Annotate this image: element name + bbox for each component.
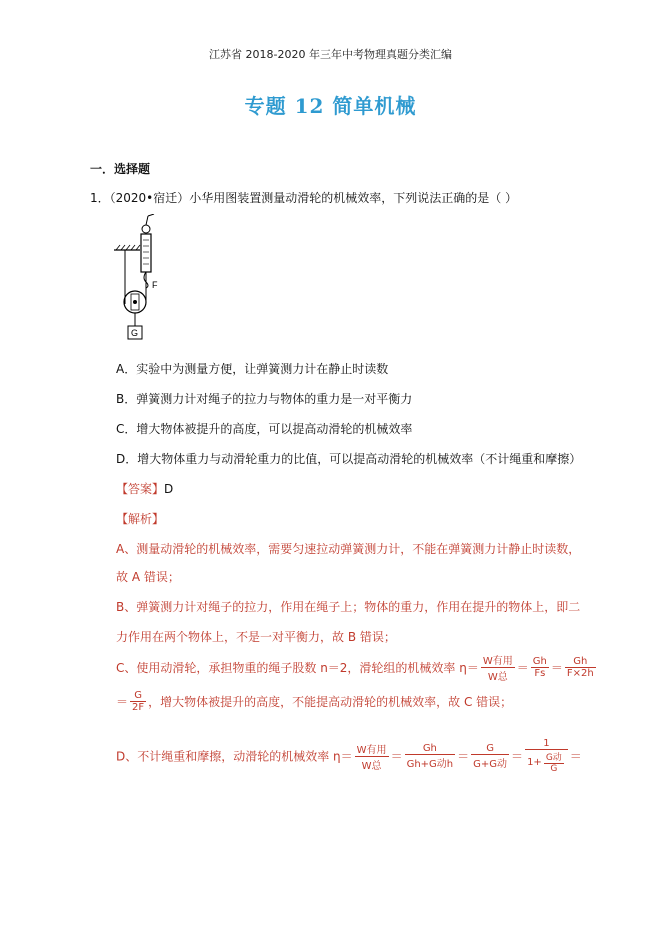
analysis-a-line1: A、测量动滑轮的机械效率，需要匀速拉动弹簧测力计，不能在弹簧测力计静止时读数， bbox=[116, 542, 581, 556]
answer-label: 【答案】 bbox=[116, 482, 165, 496]
frac-num: Gh bbox=[565, 656, 596, 668]
frac-den: Gh+G动h bbox=[406, 758, 454, 770]
fraction-g-ggd bbox=[471, 743, 509, 770]
frac-num: G动 bbox=[544, 750, 564, 764]
question-stem: 1．（2020•宿迁）小华用图装置测量动滑轮的机械效率，下列说法正确的是（ ） bbox=[90, 191, 518, 205]
frac-den: G bbox=[550, 764, 558, 774]
frac-den: 2F bbox=[132, 702, 145, 713]
frac-num: Gh bbox=[405, 743, 456, 755]
option-a: A．实验中为测量方便，让弹簧测力计在静止时读数 bbox=[116, 362, 389, 376]
frac-num: W有用 bbox=[481, 652, 515, 668]
analysis-d-text: D、不计绳重和摩擦，动滑轮的机械效率 η＝ bbox=[116, 749, 353, 764]
analysis-a-line2: 故 A 错误； bbox=[116, 570, 180, 584]
analysis-label: 【解析】 bbox=[116, 512, 165, 526]
page-header: 江苏省 2018-2020 年三年中考物理真题分类汇编 bbox=[209, 48, 452, 61]
fraction-gd-g bbox=[544, 750, 564, 774]
analysis-c-line1 bbox=[116, 652, 598, 683]
frac-num: G bbox=[471, 743, 509, 755]
frac-num: G bbox=[130, 690, 146, 702]
answer-value: D bbox=[164, 482, 174, 496]
section-heading: 一．选择题 bbox=[90, 162, 151, 176]
eq-sign: ＝ bbox=[511, 749, 524, 764]
fraction-gh-fs bbox=[531, 656, 549, 679]
eq-sign: ＝ bbox=[569, 749, 582, 764]
fraction-1-compound bbox=[525, 738, 568, 774]
den-prefix: 1+ bbox=[527, 757, 542, 768]
frac-num: Gh bbox=[532, 656, 547, 667]
eq-sign: ＝ bbox=[516, 661, 529, 675]
analysis-c-text2: ，增大物体被提升的高度，不能提高动滑轮的机械效率，故 C 错误； bbox=[148, 695, 513, 709]
frac-den: W总 bbox=[361, 760, 382, 772]
frac-den: Fs bbox=[534, 668, 546, 679]
eq-sign: ＝ bbox=[390, 749, 403, 764]
option-d: D．增大物体重力与动滑轮重力的比值，可以提高动滑轮的机械效率（不计绳重和摩擦） bbox=[116, 452, 582, 466]
figure-label-g: G bbox=[131, 328, 139, 338]
frac-num: W有用 bbox=[355, 741, 389, 757]
frac-num: 1 bbox=[525, 738, 568, 750]
fraction-w-d bbox=[355, 741, 389, 772]
frac-den bbox=[525, 750, 568, 774]
answer-line bbox=[116, 480, 173, 497]
eq-sign: ＝ bbox=[457, 749, 470, 764]
eq-sign: ＝ bbox=[550, 661, 563, 675]
analysis-b-line1: B、弹簧测力计对绳子的拉力，作用在绳子上；物体的重力，作用在提升的物体上，即二 bbox=[116, 600, 581, 614]
fraction-gh-ghd bbox=[405, 743, 456, 770]
fraction-w bbox=[481, 652, 515, 683]
frac-den: G+G动 bbox=[473, 758, 508, 770]
frac-den: F×2h bbox=[566, 668, 594, 679]
analysis-c-line2 bbox=[116, 690, 512, 713]
pulley-figure bbox=[110, 214, 180, 342]
frac-den: W总 bbox=[487, 672, 508, 683]
option-b: B．弹簧测力计对绳子的拉力与物体的重力是一对平衡力 bbox=[116, 392, 413, 406]
fraction-gh-f2h bbox=[565, 656, 596, 679]
page-title: 专题 12 简单机械 bbox=[244, 94, 417, 118]
eq-sign: ＝ bbox=[116, 695, 129, 709]
figure-label-f: F bbox=[152, 280, 158, 290]
analysis-b-line2: 力作用在两个物体上，不是一对平衡力，故 B 错误； bbox=[116, 630, 396, 644]
fraction-g-2f bbox=[130, 690, 146, 713]
analysis-c-text: C、使用动滑轮，承担物重的绳子股数 n＝2，滑轮组的机械效率 η＝ bbox=[116, 661, 479, 675]
analysis-d-line bbox=[116, 738, 582, 774]
option-c: C．增大物体被提升的高度，可以提高动滑轮的机械效率 bbox=[116, 422, 413, 436]
